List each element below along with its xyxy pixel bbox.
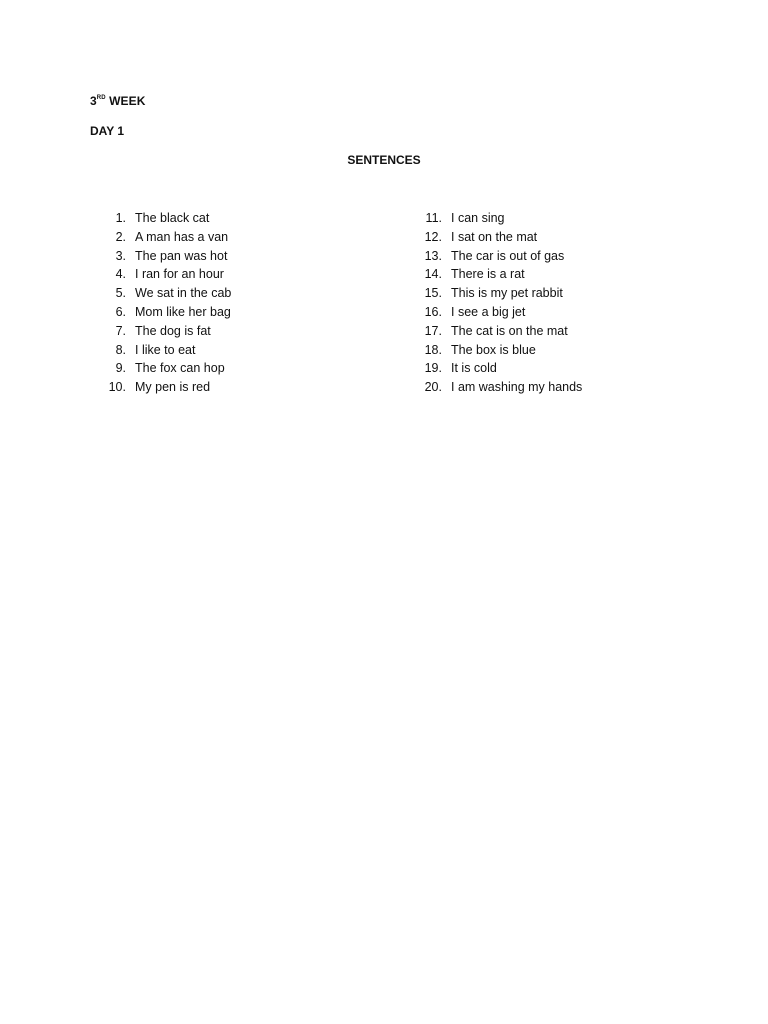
- sentence-text: The pan was hot: [135, 248, 228, 263]
- sentence-text: The fox can hop: [135, 361, 225, 376]
- list-item: [100, 209, 231, 228]
- sentence-text: Mom like her bag: [135, 304, 231, 319]
- list-item: [416, 359, 582, 378]
- list-item: [100, 265, 231, 284]
- list-item: [100, 322, 231, 341]
- list-item: [100, 341, 231, 360]
- section-title: SENTENCES: [347, 153, 421, 167]
- item-number: 19.: [424, 361, 442, 376]
- week-number: 3: [90, 94, 97, 108]
- sentence-text: The black cat: [135, 211, 210, 225]
- sentence-text: The box is blue: [451, 342, 536, 357]
- sentence-list-right: [416, 209, 582, 397]
- list-item: [416, 378, 582, 397]
- list-item: [416, 341, 582, 360]
- list-item: [416, 303, 582, 322]
- sentence-text: We sat in the cab: [135, 286, 232, 301]
- item-number: 9.: [115, 361, 126, 376]
- item-number: 6.: [115, 304, 126, 319]
- item-number: 18.: [424, 342, 442, 357]
- list-item: [100, 284, 231, 303]
- list-item: [416, 228, 582, 247]
- item-number: 2.: [115, 229, 126, 244]
- sentence-text: I sat on the mat: [451, 229, 538, 244]
- sentence-text: I ran for an hour: [135, 267, 224, 282]
- list-item: [100, 303, 231, 322]
- item-number: 14.: [424, 267, 442, 282]
- day-heading: DAY 1: [90, 124, 125, 138]
- week-word: WEEK: [109, 94, 146, 108]
- item-number: 13.: [424, 248, 442, 263]
- sentence-text: My pen is red: [135, 380, 211, 395]
- list-item: [416, 322, 582, 341]
- item-number: 5.: [115, 286, 126, 301]
- sentence-text: I can sing: [451, 211, 505, 225]
- list-item: [100, 378, 231, 397]
- sentence-text: The dog is fat: [135, 323, 211, 338]
- item-number: 3.: [115, 248, 126, 263]
- sentence-text: I like to eat: [135, 342, 196, 357]
- week-ordinal-suffix: RD: [96, 95, 106, 101]
- sentence-text: It is cold: [451, 361, 497, 376]
- list-item: [100, 228, 231, 247]
- item-number: 8.: [115, 342, 126, 357]
- sentence-text: The cat is on the mat: [451, 323, 568, 338]
- item-number: 10.: [108, 380, 126, 395]
- sentence-text: A man has a van: [135, 229, 229, 244]
- item-number: 12.: [424, 229, 442, 244]
- item-number: 20.: [424, 380, 442, 395]
- list-item: [416, 284, 582, 303]
- item-number: 1.: [115, 211, 126, 225]
- week-heading: [90, 94, 146, 108]
- item-number: 4.: [115, 267, 126, 282]
- list-item: [100, 359, 231, 378]
- sentence-text: I am washing my hands: [451, 380, 583, 395]
- sentence-text: This is my pet rabbit: [451, 286, 563, 301]
- sentence-text: There is a rat: [451, 267, 525, 282]
- list-item: [416, 247, 582, 266]
- item-number: 7.: [115, 323, 126, 338]
- sentence-text: The car is out of gas: [451, 248, 565, 263]
- sentence-text: I see a big jet: [451, 304, 526, 319]
- list-item: [416, 265, 582, 284]
- list-item: [100, 247, 231, 266]
- list-item: [416, 209, 582, 228]
- item-number: 16.: [424, 304, 442, 319]
- item-number: 11.: [425, 211, 442, 225]
- item-number: 17.: [424, 323, 442, 338]
- item-number: 15.: [424, 286, 442, 301]
- sentence-list-left: [100, 209, 231, 397]
